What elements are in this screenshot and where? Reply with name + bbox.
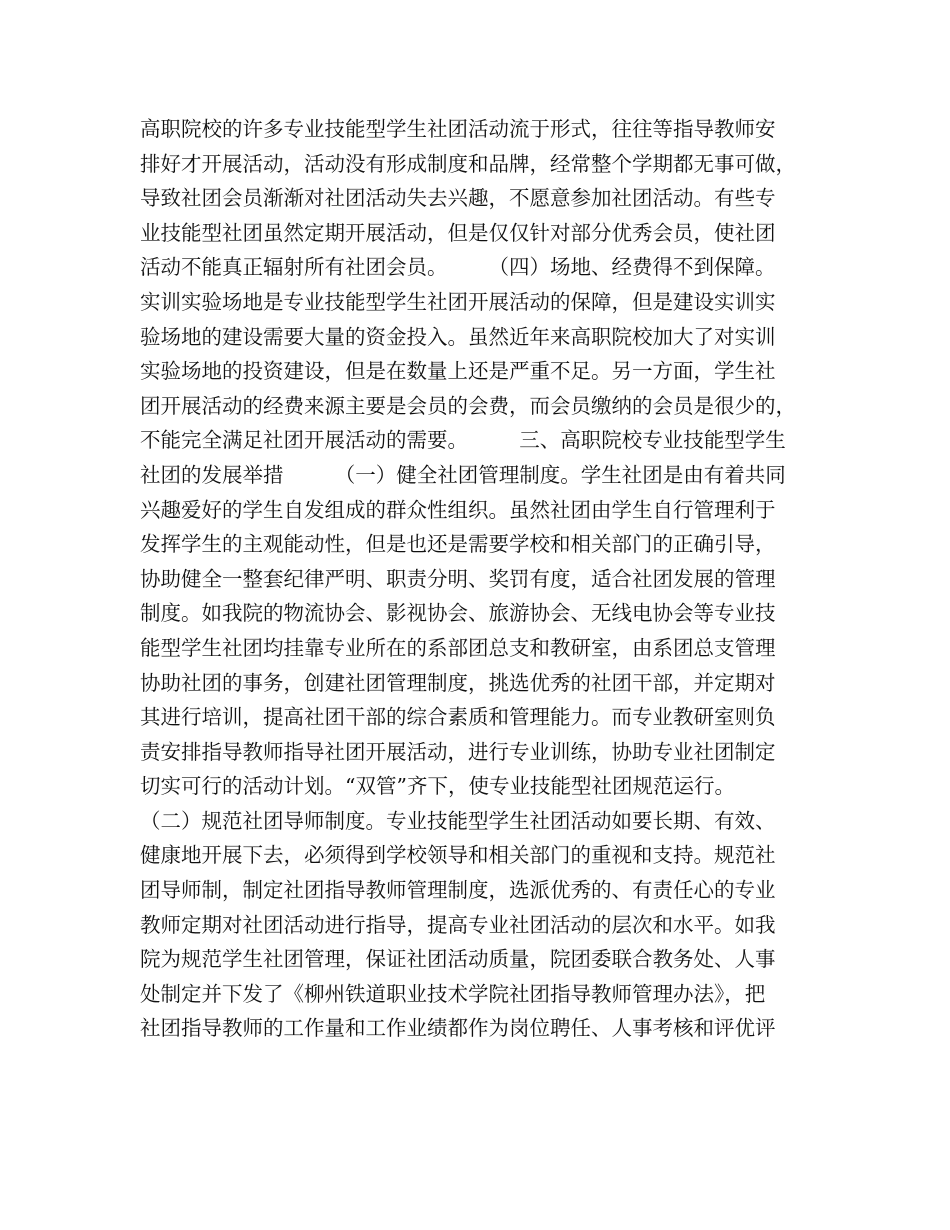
text-line: 不能完全满足社团开展活动的需要。 三、高职院校专业技能型学生 [140, 428, 786, 453]
text-line: 责安排指导教师指导社团开展活动，进行专业训练，协助专业社团制定 [140, 739, 776, 764]
text-line: 实训实验场地是专业技能型学生社团开展活动的保障，但是建设实训实 [140, 289, 776, 314]
text-line: 协助社团的事务，创建社团管理制度，挑选优秀的社团干部，并定期对 [140, 670, 776, 695]
text-line: 社团指导教师的工作量和工作业绩都作为岗位聘任、人事考核和评优评 [140, 1016, 776, 1041]
text-line: （二）规范社团导师制度。专业技能型学生社团活动如要长期、有效、 [140, 808, 776, 833]
text-line: 协助健全一整套纪律严明、职责分明、奖罚有度，适合社团发展的管理 [140, 566, 776, 591]
text-line: 实验场地的投资建设，但是在数量上还是严重不足。另一方面，学生社 [140, 359, 776, 384]
text-line: 发挥学生的主观能动性，但是也还是需要学校和相关部门的正确引导， [140, 532, 776, 557]
text-line: 团导师制，制定社团指导教师管理制度，选派优秀的、有责任心的专业 [140, 878, 776, 903]
text-line: 社团的发展举措 （一）健全社团管理制度。学生社团是由有着共同 [140, 462, 786, 487]
text-line: 制度。如我院的物流协会、影视协会、旅游协会、无线电协会等专业技 [140, 601, 776, 626]
text-line: 高职院校的许多专业技能型学生社团活动流于形式，往往等指导教师安 [140, 117, 776, 141]
text-line: 处制定并下发了《柳州铁道职业技术学院社团指导教师管理办法》，把 [140, 981, 766, 1006]
text-line: 能型学生社团均挂靠专业所在的系部团总支和教研室，由系团总支管理 [140, 635, 776, 660]
text-line: 其进行培训，提高社团干部的综合素质和管理能力。而专业教研室则负 [140, 705, 776, 730]
text-line: 教师定期对社团活动进行指导，提高专业社团活动的层次和水平。如我 [140, 912, 776, 937]
text-line: 活动不能真正辐射所有社团会员。 （四）场地、经费得不到保障。 [140, 255, 776, 280]
text-line: 业技能型社团虽然定期开展活动，但是仅仅针对部分优秀会员，使社团 [140, 220, 776, 245]
text-line: 切实可行的活动计划。“双管”齐下，使专业技能型社团规范运行。 [140, 774, 735, 799]
body-text [140, 112, 820, 1046]
text-line: 排好才开展活动，活动没有形成制度和品牌，经常整个学期都无事可做， [140, 151, 796, 176]
text-line: 院为规范学生社团管理，保证社团活动质量，院团委联合教务处、人事 [140, 947, 776, 972]
text-line: 健康地开展下去，必须得到学校领导和相关部门的重视和支持。规范社 [140, 843, 776, 868]
text-line: 导致社团会员渐渐对社团活动失去兴趣，不愿意参加社团活动。有些专 [140, 186, 776, 211]
text-line: 团开展活动的经费来源主要是会员的会费，而会员缴纳的会员是很少的， [140, 393, 796, 418]
text-line: 兴趣爱好的学生自发组成的群众性组织。虽然社团由学生自行管理利于 [140, 497, 776, 522]
text-line: 验场地的建设需要大量的资金投入。虽然近年来高职院校加大了对实训 [140, 324, 776, 349]
